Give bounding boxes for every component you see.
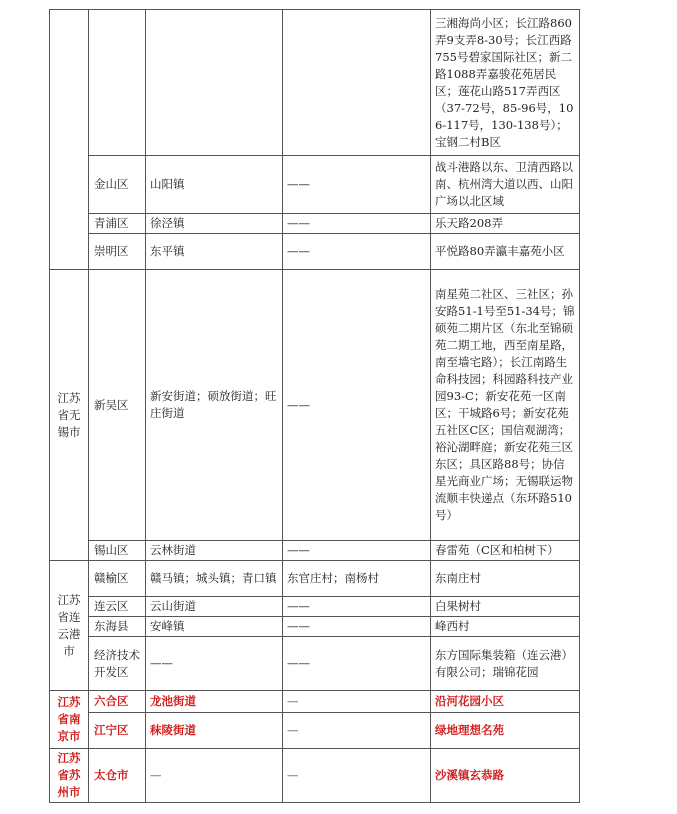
town-cell: 龙池街道	[146, 691, 283, 713]
village-cell: —	[283, 749, 431, 803]
village-cell: ——	[283, 597, 431, 617]
town-cell	[146, 10, 283, 156]
town-cell: 东平镇	[146, 234, 283, 270]
district-cell: 新吴区	[89, 270, 146, 541]
village-cell: —	[283, 691, 431, 713]
town-cell: —	[146, 749, 283, 803]
village-cell: ——	[283, 234, 431, 270]
table-row	[50, 10, 580, 156]
district-cell: 东海县	[89, 617, 146, 637]
area-cell: 沿河花园小区	[431, 691, 580, 713]
district-cell: 金山区	[89, 156, 146, 214]
village-cell	[283, 10, 431, 156]
town-cell: 山阳镇	[146, 156, 283, 214]
district-cell: 锡山区	[89, 541, 146, 561]
table-row	[50, 713, 580, 749]
area-cell: 东方国际集装箱（连云港）有限公司；瑞锦花园	[431, 637, 580, 691]
table-row	[50, 541, 580, 561]
district-cell: 太仓市	[89, 749, 146, 803]
district-cell: 连云区	[89, 597, 146, 617]
town-cell: ——	[146, 637, 283, 691]
district-cell: 赣榆区	[89, 561, 146, 597]
city-cell: 江苏省连云港市	[50, 561, 89, 691]
town-cell: 秣陵街道	[146, 713, 283, 749]
area-cell: 峰西村	[431, 617, 580, 637]
city-cell: 江苏省无锡市	[50, 270, 89, 561]
area-cell: 战斗港路以东、卫清西路以南、杭州湾大道以西、山阳广场以北区域	[431, 156, 580, 214]
table-row	[50, 691, 580, 713]
district-cell	[89, 10, 146, 156]
district-cell: 经济技术开发区	[89, 637, 146, 691]
district-cell: 六合区	[89, 691, 146, 713]
district-cell: 青浦区	[89, 214, 146, 234]
area-cell: 春雷苑（C区和柏树下）	[431, 541, 580, 561]
town-cell: 云山街道	[146, 597, 283, 617]
village-cell: ——	[283, 637, 431, 691]
town-cell: 安峰镇	[146, 617, 283, 637]
village-cell: ——	[283, 214, 431, 234]
table-row	[50, 214, 580, 234]
district-cell: 江宁区	[89, 713, 146, 749]
table-row	[50, 234, 580, 270]
risk-area-table	[49, 9, 580, 803]
village-cell: 东官庄村；南杨村	[283, 561, 431, 597]
city-cell: 江苏省南京市	[50, 691, 89, 749]
village-cell: ——	[283, 270, 431, 541]
table-row	[50, 156, 580, 214]
table-row	[50, 561, 580, 597]
area-cell: 南星苑二社区、三社区；孙安路51-1号至51-34号；锦硕苑二期片区（东北至锦硕苑二期工地，西至南星路，南至墙宅路）；长江南路生命科技园；科园路科技产业园93-C；新安花苑一区南区；干城路6号；新安花苑五社区C区；国信观湖湾；裕沁湖畔庭；新安花苑三区东区；具区路88号；协信星光商业广场；无锡联运物流顺丰快递点（东环路510号）	[431, 270, 580, 541]
table-row	[50, 617, 580, 637]
table-row	[50, 270, 580, 541]
table-row	[50, 637, 580, 691]
town-cell: 新安街道；硕放街道；旺庄街道	[146, 270, 283, 541]
city-cell: 江苏省苏州市	[50, 749, 89, 803]
town-cell: 赣马镇；城头镇；青口镇	[146, 561, 283, 597]
area-cell: 沙溪镇玄恭路	[431, 749, 580, 803]
table-row	[50, 597, 580, 617]
town-cell: 云林街道	[146, 541, 283, 561]
table-row	[50, 749, 580, 803]
area-cell: 东南庄村	[431, 561, 580, 597]
village-cell: ——	[283, 156, 431, 214]
area-cell: 绿地理想名苑	[431, 713, 580, 749]
city-cell	[50, 10, 89, 270]
village-cell: —	[283, 713, 431, 749]
area-cell: 白果树村	[431, 597, 580, 617]
town-cell: 徐泾镇	[146, 214, 283, 234]
area-cell: 三湘海尚小区；长江路860弄9支弄8-30号；长江西路755号碧家国际社区；新二路1088弄嘉骏花苑居民区；莲花山路517弄西区（37-72号，85-96号，106-117号，130-138号）；宝钢二村B区	[431, 10, 580, 156]
village-cell: ——	[283, 541, 431, 561]
area-cell: 乐天路208弄	[431, 214, 580, 234]
district-cell: 崇明区	[89, 234, 146, 270]
village-cell: ——	[283, 617, 431, 637]
area-cell: 平悦路80弄瀛丰嘉苑小区	[431, 234, 580, 270]
